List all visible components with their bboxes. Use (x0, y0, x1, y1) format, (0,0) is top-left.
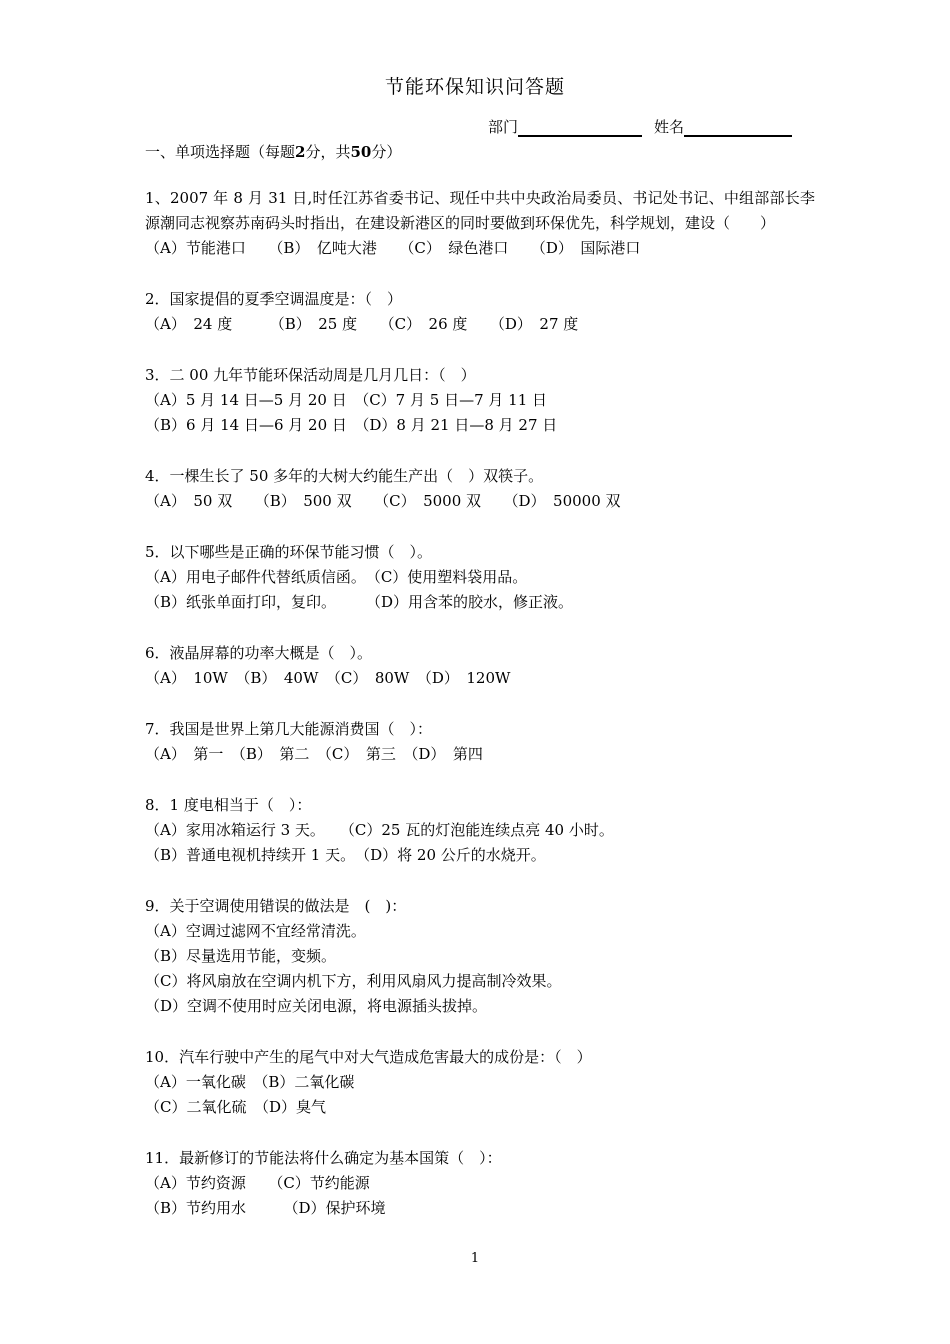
option-row: （B）纸张单面打印，复印。 （D）用含苯的胶水，修正液。 (145, 593, 574, 611)
section-points: 2 (295, 143, 306, 161)
question-stem: 5．以下哪些是正确的环保节能习惯（ ）。 (145, 543, 433, 561)
question-3 (145, 363, 815, 438)
option-row: （B）节约用水 （D）保护环境 (145, 1199, 386, 1217)
option-row: （A）一氧化碳 （B）二氧化碳 (145, 1073, 355, 1091)
question-8 (145, 793, 815, 868)
question-6 (145, 641, 815, 691)
option-row: （C）二氧化硫 （D）臭气 (145, 1098, 327, 1116)
option-row: （A） 第一 （B） 第二 （C） 第三 （D） 第四 (145, 745, 483, 763)
name-input-line[interactable] (684, 119, 792, 137)
name-label: 姓名 (654, 118, 685, 136)
header-fields (488, 116, 792, 137)
question-10 (145, 1045, 815, 1120)
question-stem: 2．国家提倡的夏季空调温度是：（ ） (145, 290, 403, 308)
option-row: （A） 24 度 （B） 25 度 （C） 26 度 （D） 27 度 (145, 315, 579, 333)
dept-input-line[interactable] (518, 119, 642, 137)
option-row: （A）5 月 14 日—5 月 20 日 （C）7 月 5 日—7 月 11 日 (145, 391, 548, 409)
dept-label: 部门 (488, 118, 519, 136)
page-title: 节能环保知识问答题 (384, 76, 565, 98)
option-row: （A） 10W （B） 40W （C） 80W （D） 120W (145, 669, 511, 687)
question-stem: 8．1 度电相当于（ ）： (145, 796, 312, 814)
option-row: （A）节约资源 （C）节约能源 (145, 1174, 370, 1192)
option-row: （A） 50 双 （B） 500 双 （C） 5000 双 （D） 50000 双 (145, 492, 621, 510)
section-prefix: 一、单项选择题（每题 (145, 143, 296, 161)
question-4 (145, 464, 815, 514)
question-stem: 3．二 00 九年节能环保活动周是几月几日：（ ） (145, 366, 476, 384)
question-11 (145, 1146, 815, 1221)
section-heading (145, 140, 815, 164)
question-stem: 6．液晶屏幕的功率大概是（ ）。 (145, 644, 373, 662)
option-row: （D）空调不使用时应关闭电源，将电源插头拔掉。 (145, 997, 488, 1015)
option-row: （B）普通电视机持续开 1 天。 （D）将 20 公斤的水烧开。 (145, 846, 546, 864)
question-1 (145, 186, 815, 261)
option-row: （A）空调过滤网不宜经常清洗。 (145, 922, 366, 940)
question-9 (145, 894, 815, 1019)
question-stem: 7．我国是世界上第几大能源消费国（ ）： (145, 720, 433, 738)
question-5 (145, 540, 815, 615)
question-list (145, 140, 815, 1247)
section-suffix: 分） (371, 143, 402, 161)
option-row: （A）用电子邮件代替纸质信函。 （C）使用塑料袋用品。 (145, 568, 528, 586)
section-mid: 分，共 (305, 143, 351, 161)
question-stem: 1、2007 年 8 月 31 日,时任江苏省委书记、现任中共中央政治局委员、书记处书记、中组部部长李源潮同志视察苏南码头时指出，在建设新港区的同时要做到环保优先，科学规划，建设（ ） (145, 189, 815, 232)
question-7 (145, 717, 815, 767)
option-row: （A）家用冰箱运行 3 天。 （C）25 瓦的灯泡能连续点亮 40 小时。 (145, 821, 614, 839)
question-stem: 11．最新修订的节能法将什么确定为基本国策（ ）： (145, 1149, 502, 1167)
question-stem: 9．关于空调使用错误的做法是 ( )： (145, 897, 407, 915)
option-row: （C）将风扇放在空调内机下方，利用风扇风力提高制冷效果。 (145, 972, 562, 990)
option-row: （B）6 月 14 日—6 月 20 日 （D）8 月 21 日—8 月 27 日 (145, 416, 558, 434)
section-total: 50 (350, 143, 372, 161)
option-row: （A）节能港口 （B） 亿吨大港 （C） 绿色港口 （D） 国际港口 (145, 239, 641, 257)
question-2 (145, 287, 815, 337)
question-stem: 4．一棵生长了 50 多年的大树大约能生产出（ ）双筷子。 (145, 467, 544, 485)
page-number: 1 (470, 1251, 480, 1266)
option-row: （B）尽量选用节能，变频。 (145, 947, 337, 965)
question-stem: 10．汽车行驶中产生的尾气中对大气造成危害最大的成份是：（ ） (145, 1048, 592, 1066)
